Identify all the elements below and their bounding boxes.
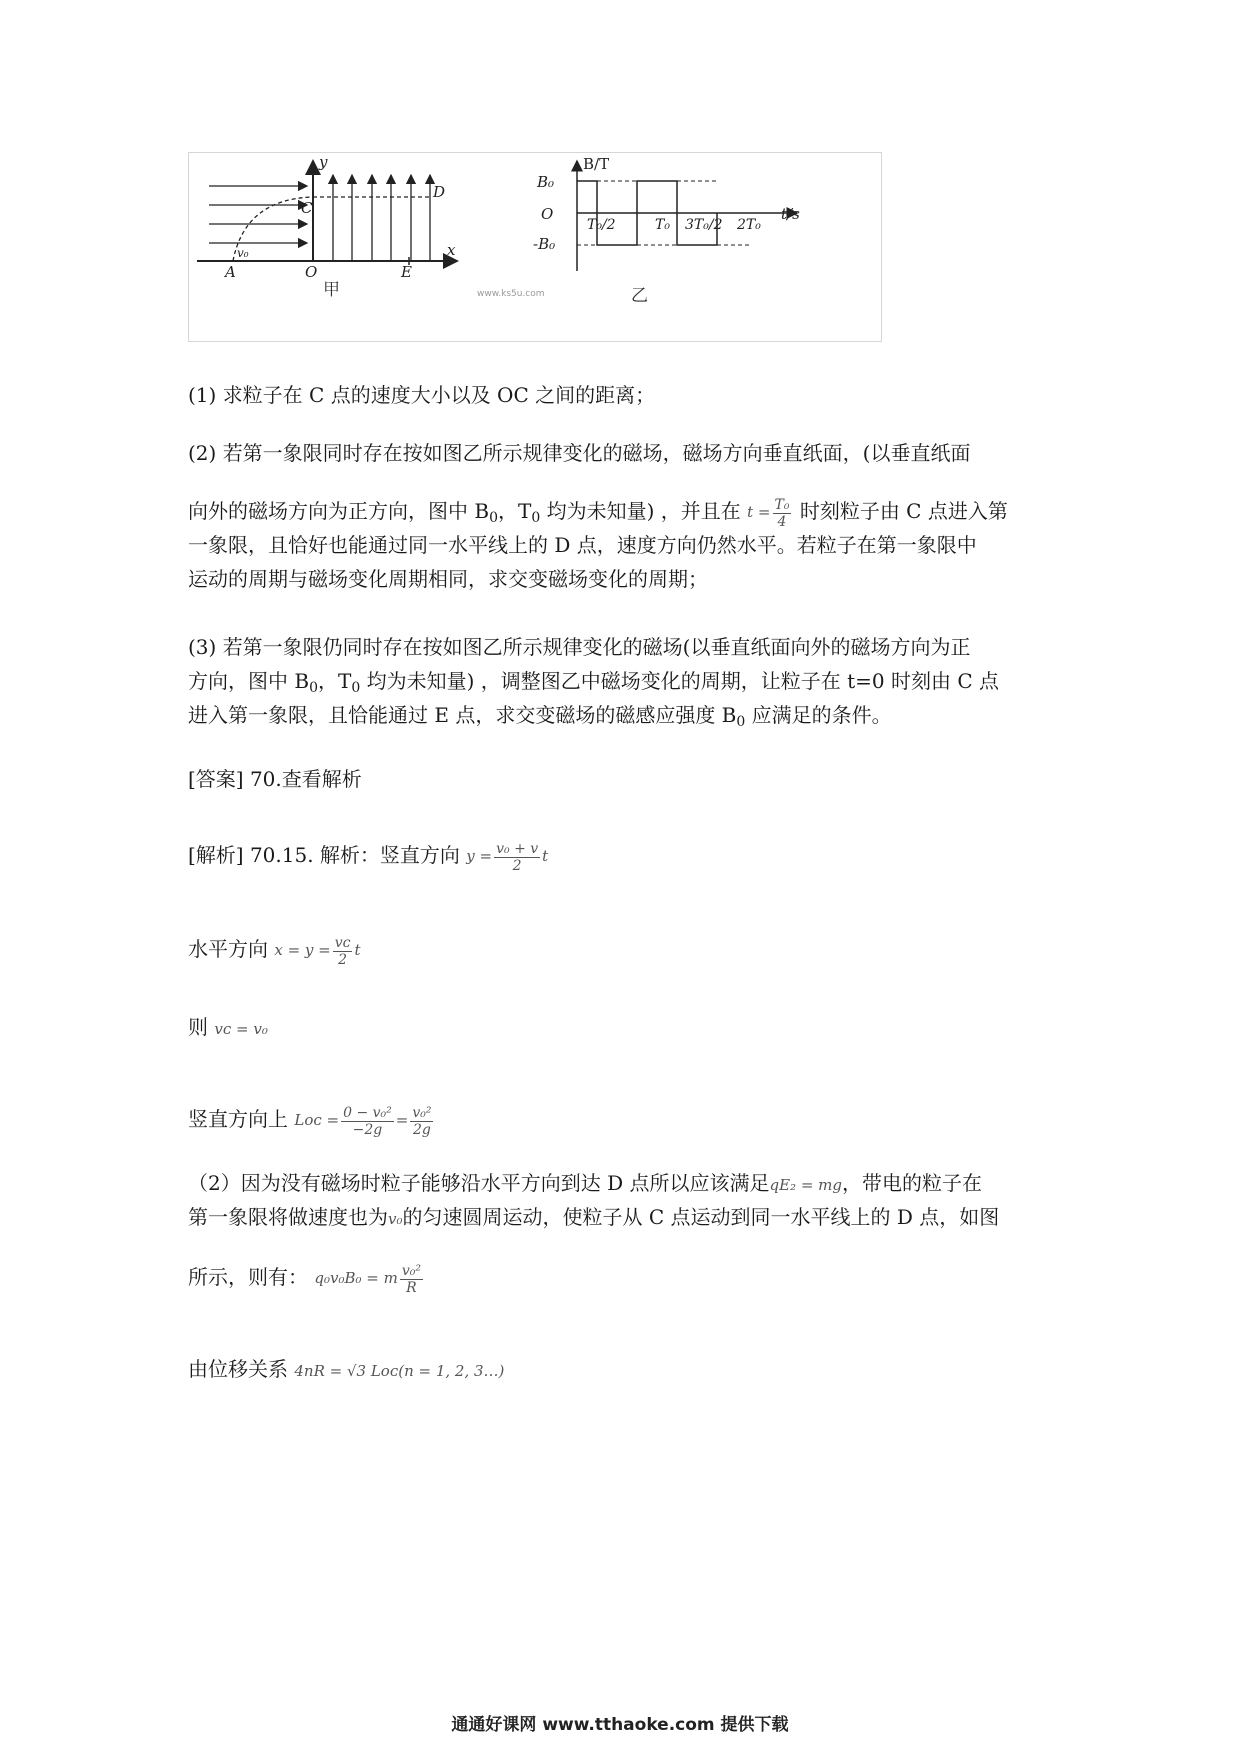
formula-qvb (314, 1261, 425, 1296)
formula-part: = (395, 1111, 409, 1130)
question-3-line-1: (3) 若第一象限仍同时存在按如图乙所示规律变化的磁场(以垂直纸面向外的磁场方向为正 (188, 635, 971, 659)
text-fragment: 均为未知量) ，并且在 (540, 499, 741, 523)
answer-line: [答案] 70.查看解析 (188, 767, 362, 791)
label-t-axis: t/s (781, 205, 800, 223)
analysis-line-2 (188, 932, 1068, 968)
tick-t0-half: T₀/2 (587, 217, 616, 233)
page-footer: 通通好课网 www.tthaoke.com 提供下载 (451, 1715, 789, 1735)
text-fragment: ，带电的粒子在 (841, 1171, 982, 1195)
formula-part: x = y = (274, 941, 331, 960)
formula-den: 4 (777, 513, 787, 530)
text-fragment: 则 (188, 1015, 208, 1039)
text-fragment: 均为未知量) ，调整图乙中磁场变化的周期，让粒子在 t=0 时刻由 C 点 (360, 669, 1000, 693)
formula-den: −2g (352, 1121, 383, 1138)
formula-den: 2 (338, 951, 348, 968)
label-neg-b0: -B₀ (533, 235, 556, 253)
question-2-line-3: 一象限，且恰好也能通过同一水平线上的 D 点，速度方向仍然水平。若粒子在第一象限中 (188, 533, 977, 557)
figure-panel (188, 152, 882, 342)
text-fragment: 水平方向 (188, 937, 268, 961)
label-b0: B₀ (537, 173, 555, 191)
figure-diagram (189, 153, 881, 341)
caption-jia: 甲 (323, 280, 340, 300)
formula-part: t (354, 941, 361, 960)
analysis-p2-line-2 (188, 1200, 1068, 1236)
text-fragment: 进入第一象限，且恰能通过 E 点，求交变磁场的磁感应强度 B (188, 703, 737, 727)
text-fragment: [解析] 70.15. 解析：竖直方向 (188, 843, 460, 867)
analysis-p2-line-3 (188, 1260, 1068, 1296)
formula-num: v₀² (401, 1262, 421, 1279)
watermark: www.ks5u.com (477, 289, 545, 299)
formula-part: t (542, 847, 549, 866)
text-fragment: ，T (317, 669, 352, 693)
analysis-line-1 (188, 838, 1068, 874)
label-v0: v₀ (237, 246, 249, 260)
formula-den: 2g (412, 1121, 431, 1138)
question-3-line-3 (188, 698, 1068, 739)
text-fragment: 方向，图中 B (188, 669, 310, 693)
diagram-right (533, 155, 800, 306)
text-fragment: 应满足的条件。 (745, 703, 892, 727)
analysis-p2-line-1 (188, 1166, 1068, 1202)
text-fragment: 时刻粒子由 C 点进入第 (799, 499, 1008, 523)
subscript: 0 (489, 510, 498, 526)
formula-num: v₀² (412, 1104, 432, 1121)
tick-t0: T₀ (655, 217, 670, 233)
formula-horizontal (274, 933, 360, 968)
label-point-a: A (225, 263, 236, 281)
formula-t-quarter (747, 495, 793, 530)
text-fragment: （2）因为没有磁场时粒子能够沿水平方向到达 D 点所以应该满足 (188, 1171, 770, 1195)
formula-num: vᴄ (334, 934, 351, 951)
formula-num: T₀ (774, 496, 790, 513)
subscript: 0 (736, 714, 746, 730)
analysis-p3-line (188, 1352, 1068, 1388)
label-origin-o: O (305, 263, 318, 281)
text-fragment: 向外的磁场方向为正方向，图中 B (188, 499, 490, 523)
formula-vertical (466, 839, 548, 874)
diagram-left (197, 153, 457, 300)
caption-yi: 乙 (631, 286, 648, 306)
question-2-line-4: 运动的周期与磁场变化周期相同，求交变磁场变化的周期； (188, 567, 708, 591)
label-b-axis: B/T (583, 155, 610, 173)
label-x-axis: x (447, 241, 456, 259)
analysis-line-4 (188, 1102, 1068, 1138)
formula-num: v₀ + v (496, 840, 539, 857)
formula-den: R (406, 1279, 417, 1296)
question-2-line-1: (2) 若第一象限同时存在按如图乙所示规律变化的磁场，磁场方向垂直纸面，(以垂直纸面 (188, 441, 971, 465)
formula-part: q₀v₀B₀ = m (314, 1269, 398, 1288)
formula-displacement: 4nR = √3 Lᴏᴄ(n = 1, 2, 3…) (294, 1362, 505, 1380)
formula-part: t = (747, 503, 771, 522)
formula-qe: qE₂ = mg (769, 1176, 842, 1194)
formula-part: y = (466, 847, 493, 866)
tick-3t0-half: 3T₀/2 (685, 217, 723, 233)
text-fragment: 第一象限将做速度也为 (188, 1205, 388, 1229)
label-origin-o-right: O (541, 205, 554, 223)
formula-num: 0 − v₀² (343, 1104, 392, 1121)
label-point-d: D (433, 183, 446, 201)
formula-vc-eq: vᴄ = v₀ (214, 1020, 268, 1038)
text-fragment: 由位移关系 (188, 1357, 288, 1381)
analysis-line-3 (188, 1010, 1068, 1046)
formula-loc (294, 1103, 435, 1138)
text-fragment: ，T (497, 499, 532, 523)
question-1: (1) 求粒子在 C 点的速度大小以及 OC 之间的距离； (188, 383, 656, 407)
tick-2t0: 2T₀ (737, 217, 761, 233)
text-fragment: 竖直方向上 (188, 1107, 288, 1131)
subscript: 0 (531, 510, 541, 526)
formula-den: 2 (512, 857, 522, 874)
subscript: 0 (309, 680, 318, 696)
subscript: 0 (351, 680, 361, 696)
formula-part: Lᴏᴄ = (294, 1111, 340, 1130)
label-y-axis: y (319, 153, 328, 171)
formula-v0: v₀ (388, 1210, 403, 1228)
label-point-c: C (301, 199, 313, 217)
text-fragment: 所示，则有： (188, 1265, 308, 1289)
text-fragment: 的匀速圆周运动，使粒子从 C 点运动到同一水平线上的 D 点，如图 (402, 1205, 1000, 1229)
label-point-e: E (401, 263, 412, 281)
